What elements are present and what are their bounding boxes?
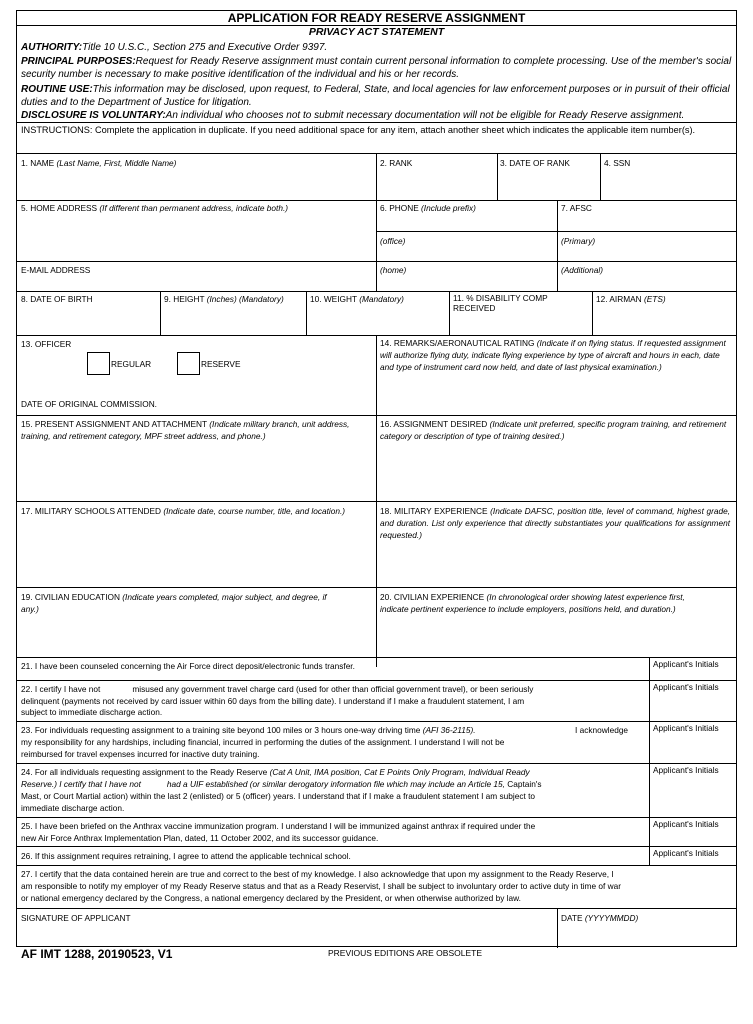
cert-24-a: 24. For all individuals requesting assignment to the Ready Reserve (Cat A Unit, IMA position, Cat E Points Only Program, Individual Ready bbox=[21, 767, 530, 777]
weight-label: 10. WEIGHT (Mandatory) bbox=[310, 294, 404, 304]
afsc-additional-label: (Additional) bbox=[561, 265, 603, 275]
cert-23-a: 23. For individuals requesting assignment to a training site beyond 100 miles or 3 hours one-way driving time (AFI 36-2115). bbox=[21, 725, 476, 735]
afsc-label: 7. AFSC bbox=[561, 203, 592, 213]
cert-22-c: delinquent (payments not received by card issuer within 60 days from the billing date). I understand if I make a fraudulent statement, I am bbox=[21, 696, 525, 706]
rank-label: 2. RANK bbox=[380, 158, 413, 168]
application-form bbox=[16, 10, 737, 947]
obsolete-notice: PREVIOUS EDITIONS ARE OBSOLETE bbox=[328, 948, 482, 958]
cert-24-d: immediate discharge action. bbox=[21, 803, 125, 813]
initials-label-26: Applicant's Initials bbox=[653, 848, 719, 858]
reserve-checkbox[interactable] bbox=[177, 352, 200, 375]
ssn-field[interactable] bbox=[604, 171, 736, 201]
remarks-label: 14. REMARKS/AERONAUTICAL RATING (Indicate if on flying status. If requested assignment will authorize flying duty, indicate flying experience by type of aircraft and hours in each, date and type of instrument card now held, and date of last physical examination.) bbox=[380, 338, 726, 372]
cert-27-a: 27. I certify that the data contained herein are true and correct to the best of my knowledge. I also acknowledge that upon my assignment to the Ready Reserve, I bbox=[21, 869, 614, 879]
disability-label: 11. % DISABILITY COMP RECEIVED bbox=[453, 293, 548, 313]
signature-field[interactable] bbox=[21, 925, 551, 945]
form-id: AF IMT 1288, 20190523, V1 bbox=[21, 947, 173, 961]
date-of-rank-label: 3. DATE OF RANK bbox=[500, 158, 570, 168]
cert-25-a: 25. I have been briefed on the Anthrax vaccine immunization program. I understand I will be immunized against anthrax if required under the bbox=[21, 821, 536, 831]
home-address-label: 5. HOME ADDRESS (If different than permanent address, indicate both.) bbox=[21, 203, 289, 213]
phone-home-label: (home) bbox=[380, 265, 407, 275]
purposes-statement: PRINCIPAL PURPOSES:Request for Ready Reserve assignment must contain current personal information to complete processing. Use of the member's social security number is necessary to make positive identification of the individual and his or her records. bbox=[21, 56, 732, 80]
email-field[interactable] bbox=[21, 276, 375, 292]
cert-24-b: Reserve.) I certify that I have not had a UIF established (or similar derogatory information file which may include an Article 15, Captain's bbox=[21, 779, 542, 789]
commission-date-label: DATE OF ORIGINAL COMMISSION. bbox=[21, 399, 157, 409]
ssn-label: 4. SSN bbox=[604, 158, 631, 168]
military-schools-label: 17. MILITARY SCHOOLS ATTENDED (Indicate date, course number, title, and location.) bbox=[21, 506, 346, 516]
initials-label-25: Applicant's Initials bbox=[653, 819, 719, 829]
regular-checkbox[interactable] bbox=[87, 352, 110, 375]
cert-23-ack: I acknowledge bbox=[575, 725, 629, 735]
cert-27-c: or national emergency declared by the Congress, a national emergency declared by the President, or when otherwise authorized by law. bbox=[21, 893, 521, 903]
cert-24-c: Mast, or Court Martial action) within the last 2 (enlisted) or 5 (officer) years. I understand that if I make a fraudulent statement I am subject to bbox=[21, 791, 536, 801]
dob-label: 8. DATE OF BIRTH bbox=[21, 294, 93, 304]
routine-use-statement: ROUTINE USE:This information may be disclosed, upon request, to Federal, State, and local agencies for law enforcement purposes or in pursuit of their official duties and to the Department of Justice for litigation. bbox=[21, 84, 730, 108]
cert-26: 26. If this assignment requires retraining, I agree to attend the applicable technical school. bbox=[21, 851, 351, 861]
reserve-label: RESERVE bbox=[201, 359, 241, 369]
rank-field[interactable] bbox=[380, 171, 499, 201]
home-address-field[interactable] bbox=[21, 216, 375, 262]
privacy-heading: PRIVACY ACT STATEMENT bbox=[308, 26, 445, 38]
name-label: 1. NAME (Last Name, First, Middle Name) bbox=[21, 158, 177, 168]
initials-label-24: Applicant's Initials bbox=[653, 765, 719, 775]
officer-label: 13. OFFICER bbox=[21, 339, 72, 349]
phone-label: 6. PHONE (Include prefix) bbox=[380, 203, 476, 213]
cert-27-b: am responsible to notify my employer of my Ready Reserve status and that as a Ready Reservist, I shall be subject to involuntary order to active duty in time of war bbox=[21, 881, 621, 891]
initials-label-23: Applicant's Initials bbox=[653, 723, 719, 733]
afsc-primary-label: (Primary) bbox=[561, 236, 596, 246]
initials-label-21: Applicant's Initials bbox=[653, 659, 719, 669]
cert-21: 21. I have been counseled concerning the Air Force direct deposit/electronic funds transfer. bbox=[21, 661, 355, 671]
cert-23-c: reimbursed for travel expenses incurred for inactive duty training. bbox=[21, 749, 260, 759]
signature-label: SIGNATURE OF APPLICANT bbox=[21, 913, 131, 923]
disclosure-statement: DISCLOSURE IS VOLUNTARY:An individual who chooses not to submit necessary documentation will not be eligible for Ready Reserve assignment. bbox=[21, 110, 685, 121]
military-experience-label: 18. MILITARY EXPERIENCE (Indicate DAFSC, position title, level of command, highest grade, and duration. List only experience that directly substantiates your qualifications for assignment requested.) bbox=[380, 506, 730, 540]
date-label: DATE (YYYYMMDD) bbox=[561, 913, 639, 923]
date-of-rank-field[interactable] bbox=[500, 171, 602, 201]
height-label: 9. HEIGHT (Inches) (Mandatory) bbox=[164, 294, 284, 304]
assignment-desired-label: 16. ASSIGNMENT DESIRED (Indicate unit preferred, specific program training, and retirement category or description of type of training desired.) bbox=[380, 419, 727, 441]
present-assignment-label: 15. PRESENT ASSIGNMENT AND ATTACHMENT (Indicate military branch, unit address, training, and retirement category, MPF street address, and phone.) bbox=[21, 419, 350, 441]
date-field[interactable] bbox=[561, 925, 735, 947]
instructions: INSTRUCTIONS: Complete the application in duplicate. If you need additional space for any item, attach another sheet which indicates the applicable item number(s). bbox=[21, 125, 696, 135]
regular-label: REGULAR bbox=[111, 359, 152, 369]
cert-25-b: new Air Force Anthrax Implementation Plan, dated, 11 October 2002, and its successor guidance. bbox=[21, 833, 379, 843]
airman-label: 12. AIRMAN (ETS) bbox=[596, 294, 666, 304]
cert-23-b: my responsibility for any hardships, including financial, incurred in performing the duties of the assignment. I understand I will not be bbox=[21, 737, 505, 747]
cert-22-a: 22. I certify I have not misused any government travel charge card (used for other than official government travel), or been seriously bbox=[21, 684, 534, 694]
cert-22-d: subject to immediate discharge action. bbox=[21, 707, 163, 717]
authority-statement: AUTHORITY:Title 10 U.S.C., Section 275 and Executive Order 9397. bbox=[21, 42, 328, 53]
civilian-education-label: 19. CIVILIAN EDUCATION (Indicate years completed, major subject, and degree, if any.) bbox=[21, 592, 327, 614]
form-title: APPLICATION FOR READY RESERVE ASSIGNMENT bbox=[227, 11, 526, 25]
initials-label-22: Applicant's Initials bbox=[653, 682, 719, 692]
civilian-experience-label: 20. CIVILIAN EXPERIENCE (In chronological order showing latest experience first, indicate pertinent experience to include employers, positions held, and duration.) bbox=[380, 592, 685, 614]
phone-office-label: (office) bbox=[380, 236, 406, 246]
email-label: E-MAIL ADDRESS bbox=[21, 265, 91, 275]
name-field[interactable] bbox=[21, 171, 375, 201]
